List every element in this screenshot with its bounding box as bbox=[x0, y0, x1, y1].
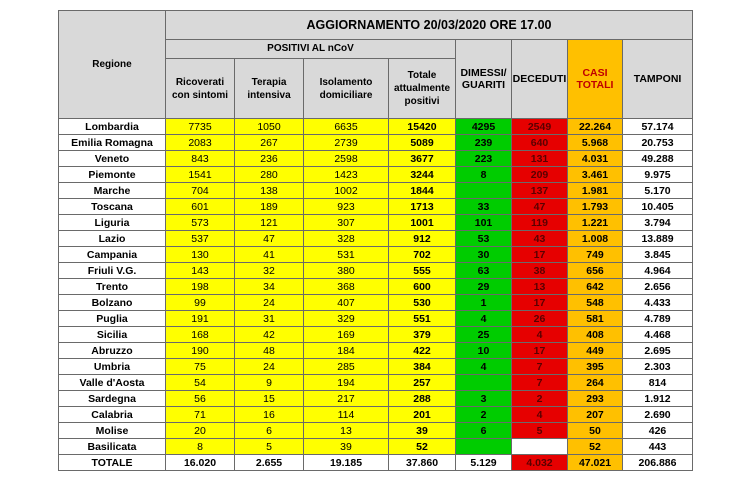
deceduti-cell: 5 bbox=[512, 423, 568, 439]
deceduti-cell: 17 bbox=[512, 247, 568, 263]
totale-cell: 5089 bbox=[389, 135, 456, 151]
regione-cell: Bolzano bbox=[59, 295, 166, 311]
totale-cell: 201 bbox=[389, 407, 456, 423]
casi-cell: 642 bbox=[568, 279, 623, 295]
table-row bbox=[59, 135, 693, 151]
total-row bbox=[59, 455, 693, 471]
terapia-cell: 6 bbox=[235, 423, 304, 439]
ricoverati-cell: 8 bbox=[166, 439, 235, 455]
terapia-cell: 24 bbox=[235, 295, 304, 311]
dimessi-cell: 3 bbox=[456, 391, 512, 407]
totale-dimessi: 5.129 bbox=[456, 455, 512, 471]
tamponi-cell: 5.170 bbox=[623, 183, 693, 199]
totale-deceduti: 4.032 bbox=[512, 455, 568, 471]
dimessi-cell: 8 bbox=[456, 167, 512, 183]
terapia-cell: 42 bbox=[235, 327, 304, 343]
table-body bbox=[59, 119, 693, 471]
dimessi-cell bbox=[456, 183, 512, 199]
totale-cell: 600 bbox=[389, 279, 456, 295]
isolamento-cell: 307 bbox=[304, 215, 389, 231]
table-row bbox=[59, 343, 693, 359]
regione-cell: Umbria bbox=[59, 359, 166, 375]
terapia-cell: 34 bbox=[235, 279, 304, 295]
casi-cell: 5.968 bbox=[568, 135, 623, 151]
deceduti-cell: 4 bbox=[512, 327, 568, 343]
deceduti-cell: 26 bbox=[512, 311, 568, 327]
tamponi-cell: 10.405 bbox=[623, 199, 693, 215]
totale-terapia: 2.655 bbox=[235, 455, 304, 471]
casi-cell: 1.008 bbox=[568, 231, 623, 247]
deceduti-cell: 17 bbox=[512, 343, 568, 359]
isolamento-cell: 923 bbox=[304, 199, 389, 215]
deceduti-cell: 640 bbox=[512, 135, 568, 151]
tamponi-cell: 426 bbox=[623, 423, 693, 439]
isolamento-cell: 531 bbox=[304, 247, 389, 263]
table-row bbox=[59, 375, 693, 391]
casi-cell: 656 bbox=[568, 263, 623, 279]
dimessi-cell: 29 bbox=[456, 279, 512, 295]
table-row bbox=[59, 215, 693, 231]
terapia-cell: 48 bbox=[235, 343, 304, 359]
header-casi: CASI TOTALI bbox=[568, 40, 623, 119]
table-row bbox=[59, 407, 693, 423]
header-isolamento: Isolamento domiciliare bbox=[304, 59, 389, 119]
ricoverati-cell: 99 bbox=[166, 295, 235, 311]
dimessi-cell: 2 bbox=[456, 407, 512, 423]
deceduti-cell: 119 bbox=[512, 215, 568, 231]
ricoverati-cell: 190 bbox=[166, 343, 235, 359]
terapia-cell: 31 bbox=[235, 311, 304, 327]
totale-cell: 530 bbox=[389, 295, 456, 311]
deceduti-cell: 7 bbox=[512, 375, 568, 391]
tamponi-cell: 4.964 bbox=[623, 263, 693, 279]
totale-cell: 379 bbox=[389, 327, 456, 343]
regione-cell: Lombardia bbox=[59, 119, 166, 135]
terapia-cell: 1050 bbox=[235, 119, 304, 135]
header-deceduti: DECEDUTI bbox=[512, 40, 568, 119]
regione-cell: Molise bbox=[59, 423, 166, 439]
regione-cell: Calabria bbox=[59, 407, 166, 423]
isolamento-cell: 285 bbox=[304, 359, 389, 375]
dimessi-cell: 4295 bbox=[456, 119, 512, 135]
tamponi-cell: 20.753 bbox=[623, 135, 693, 151]
header-terapia: Terapia intensiva bbox=[235, 59, 304, 119]
deceduti-cell: 2 bbox=[512, 391, 568, 407]
dimessi-cell: 1 bbox=[456, 295, 512, 311]
terapia-cell: 267 bbox=[235, 135, 304, 151]
tamponi-cell: 443 bbox=[623, 439, 693, 455]
header-tamponi: TAMPONI bbox=[623, 40, 693, 119]
dimessi-cell: 4 bbox=[456, 359, 512, 375]
totale-tamponi: 206.886 bbox=[623, 455, 693, 471]
isolamento-cell: 2598 bbox=[304, 151, 389, 167]
casi-cell: 1.981 bbox=[568, 183, 623, 199]
casi-cell: 749 bbox=[568, 247, 623, 263]
isolamento-cell: 39 bbox=[304, 439, 389, 455]
table-row bbox=[59, 391, 693, 407]
isolamento-cell: 329 bbox=[304, 311, 389, 327]
casi-cell: 449 bbox=[568, 343, 623, 359]
casi-cell: 3.461 bbox=[568, 167, 623, 183]
regione-cell: Basilicata bbox=[59, 439, 166, 455]
terapia-cell: 236 bbox=[235, 151, 304, 167]
casi-cell: 50 bbox=[568, 423, 623, 439]
terapia-cell: 16 bbox=[235, 407, 304, 423]
header-dimessi: DIMESSI/ GUARITI bbox=[456, 40, 512, 119]
totale-isolamento: 19.185 bbox=[304, 455, 389, 471]
ricoverati-cell: 130 bbox=[166, 247, 235, 263]
table-row bbox=[59, 231, 693, 247]
casi-cell: 293 bbox=[568, 391, 623, 407]
totale-cell: 551 bbox=[389, 311, 456, 327]
totale-cell: 422 bbox=[389, 343, 456, 359]
table-row bbox=[59, 183, 693, 199]
table-row bbox=[59, 327, 693, 343]
header-ricoverati: Ricoverati con sintomi bbox=[166, 59, 235, 119]
deceduti-cell: 2549 bbox=[512, 119, 568, 135]
tamponi-cell: 4.789 bbox=[623, 311, 693, 327]
table-title: AGGIORNAMENTO 20/03/2020 ORE 17.00 bbox=[166, 11, 693, 40]
isolamento-cell: 169 bbox=[304, 327, 389, 343]
isolamento-cell: 407 bbox=[304, 295, 389, 311]
regione-cell: Valle d'Aosta bbox=[59, 375, 166, 391]
covid-data-table bbox=[58, 10, 693, 471]
table-row bbox=[59, 199, 693, 215]
ricoverati-cell: 20 bbox=[166, 423, 235, 439]
ricoverati-cell: 56 bbox=[166, 391, 235, 407]
deceduti-cell: 43 bbox=[512, 231, 568, 247]
dimessi-cell: 33 bbox=[456, 199, 512, 215]
casi-cell: 581 bbox=[568, 311, 623, 327]
header-totale-positivi: Totale attualmente positivi bbox=[389, 59, 456, 119]
tamponi-cell: 57.174 bbox=[623, 119, 693, 135]
casi-cell: 548 bbox=[568, 295, 623, 311]
regione-cell: Trento bbox=[59, 279, 166, 295]
deceduti-cell bbox=[512, 439, 568, 455]
totale-cell: 555 bbox=[389, 263, 456, 279]
totale-label: TOTALE bbox=[59, 455, 166, 471]
terapia-cell: 9 bbox=[235, 375, 304, 391]
terapia-cell: 189 bbox=[235, 199, 304, 215]
header-positivi: POSITIVI AL nCoV bbox=[166, 40, 456, 59]
ricoverati-cell: 573 bbox=[166, 215, 235, 231]
casi-cell: 22.264 bbox=[568, 119, 623, 135]
totale-cell: 1713 bbox=[389, 199, 456, 215]
ricoverati-cell: 704 bbox=[166, 183, 235, 199]
deceduti-cell: 137 bbox=[512, 183, 568, 199]
table-row bbox=[59, 295, 693, 311]
tamponi-cell: 9.975 bbox=[623, 167, 693, 183]
totale-cell: 52 bbox=[389, 439, 456, 455]
dimessi-cell: 30 bbox=[456, 247, 512, 263]
casi-cell: 1.793 bbox=[568, 199, 623, 215]
isolamento-cell: 1002 bbox=[304, 183, 389, 199]
regione-cell: Toscana bbox=[59, 199, 166, 215]
totale-positivi: 37.860 bbox=[389, 455, 456, 471]
table-row bbox=[59, 151, 693, 167]
tamponi-cell: 1.912 bbox=[623, 391, 693, 407]
tamponi-cell: 2.656 bbox=[623, 279, 693, 295]
ricoverati-cell: 75 bbox=[166, 359, 235, 375]
table-row bbox=[59, 439, 693, 455]
deceduti-cell: 209 bbox=[512, 167, 568, 183]
totale-cell: 1844 bbox=[389, 183, 456, 199]
totale-cell: 3677 bbox=[389, 151, 456, 167]
ricoverati-cell: 191 bbox=[166, 311, 235, 327]
casi-cell: 207 bbox=[568, 407, 623, 423]
casi-cell: 395 bbox=[568, 359, 623, 375]
dimessi-cell: 101 bbox=[456, 215, 512, 231]
isolamento-cell: 217 bbox=[304, 391, 389, 407]
tamponi-cell: 2.695 bbox=[623, 343, 693, 359]
casi-cell: 264 bbox=[568, 375, 623, 391]
casi-cell: 1.221 bbox=[568, 215, 623, 231]
dimessi-cell: 223 bbox=[456, 151, 512, 167]
casi-cell: 4.031 bbox=[568, 151, 623, 167]
totale-cell: 15420 bbox=[389, 119, 456, 135]
regione-cell: Abruzzo bbox=[59, 343, 166, 359]
regione-cell: Sardegna bbox=[59, 391, 166, 407]
ricoverati-cell: 7735 bbox=[166, 119, 235, 135]
table-row bbox=[59, 263, 693, 279]
tamponi-cell: 3.845 bbox=[623, 247, 693, 263]
isolamento-cell: 328 bbox=[304, 231, 389, 247]
terapia-cell: 280 bbox=[235, 167, 304, 183]
ricoverati-cell: 601 bbox=[166, 199, 235, 215]
dimessi-cell: 10 bbox=[456, 343, 512, 359]
header-regione: Regione bbox=[59, 11, 166, 119]
regione-cell: Lazio bbox=[59, 231, 166, 247]
tamponi-cell: 4.433 bbox=[623, 295, 693, 311]
regione-cell: Campania bbox=[59, 247, 166, 263]
table-row bbox=[59, 119, 693, 135]
terapia-cell: 121 bbox=[235, 215, 304, 231]
totale-cell: 912 bbox=[389, 231, 456, 247]
totale-cell: 39 bbox=[389, 423, 456, 439]
tamponi-cell: 3.794 bbox=[623, 215, 693, 231]
terapia-cell: 24 bbox=[235, 359, 304, 375]
totale-cell: 3244 bbox=[389, 167, 456, 183]
ricoverati-cell: 143 bbox=[166, 263, 235, 279]
tamponi-cell: 4.468 bbox=[623, 327, 693, 343]
casi-cell: 52 bbox=[568, 439, 623, 455]
table-row bbox=[59, 311, 693, 327]
ricoverati-cell: 2083 bbox=[166, 135, 235, 151]
isolamento-cell: 13 bbox=[304, 423, 389, 439]
table-row bbox=[59, 359, 693, 375]
totale-casi: 47.021 bbox=[568, 455, 623, 471]
totale-cell: 1001 bbox=[389, 215, 456, 231]
dimessi-cell: 239 bbox=[456, 135, 512, 151]
totale-cell: 384 bbox=[389, 359, 456, 375]
isolamento-cell: 114 bbox=[304, 407, 389, 423]
deceduti-cell: 4 bbox=[512, 407, 568, 423]
isolamento-cell: 380 bbox=[304, 263, 389, 279]
terapia-cell: 41 bbox=[235, 247, 304, 263]
ricoverati-cell: 168 bbox=[166, 327, 235, 343]
deceduti-cell: 47 bbox=[512, 199, 568, 215]
dimessi-cell bbox=[456, 375, 512, 391]
regione-cell: Liguria bbox=[59, 215, 166, 231]
dimessi-cell bbox=[456, 439, 512, 455]
table-row bbox=[59, 247, 693, 263]
regione-cell: Sicilia bbox=[59, 327, 166, 343]
regione-cell: Piemonte bbox=[59, 167, 166, 183]
table-row bbox=[59, 423, 693, 439]
deceduti-cell: 17 bbox=[512, 295, 568, 311]
deceduti-cell: 13 bbox=[512, 279, 568, 295]
regione-cell: Puglia bbox=[59, 311, 166, 327]
terapia-cell: 138 bbox=[235, 183, 304, 199]
tamponi-cell: 13.889 bbox=[623, 231, 693, 247]
isolamento-cell: 6635 bbox=[304, 119, 389, 135]
tamponi-cell: 49.288 bbox=[623, 151, 693, 167]
deceduti-cell: 38 bbox=[512, 263, 568, 279]
dimessi-cell: 25 bbox=[456, 327, 512, 343]
tamponi-cell: 2.303 bbox=[623, 359, 693, 375]
isolamento-cell: 368 bbox=[304, 279, 389, 295]
ricoverati-cell: 1541 bbox=[166, 167, 235, 183]
isolamento-cell: 1423 bbox=[304, 167, 389, 183]
totale-cell: 288 bbox=[389, 391, 456, 407]
regione-cell: Marche bbox=[59, 183, 166, 199]
table-row bbox=[59, 167, 693, 183]
terapia-cell: 47 bbox=[235, 231, 304, 247]
terapia-cell: 5 bbox=[235, 439, 304, 455]
deceduti-cell: 7 bbox=[512, 359, 568, 375]
totale-cell: 702 bbox=[389, 247, 456, 263]
ricoverati-cell: 537 bbox=[166, 231, 235, 247]
deceduti-cell: 131 bbox=[512, 151, 568, 167]
ricoverati-cell: 843 bbox=[166, 151, 235, 167]
isolamento-cell: 2739 bbox=[304, 135, 389, 151]
totale-ricoverati: 16.020 bbox=[166, 455, 235, 471]
ricoverati-cell: 71 bbox=[166, 407, 235, 423]
dimessi-cell: 6 bbox=[456, 423, 512, 439]
regione-cell: Friuli V.G. bbox=[59, 263, 166, 279]
totale-cell: 257 bbox=[389, 375, 456, 391]
casi-cell: 408 bbox=[568, 327, 623, 343]
terapia-cell: 32 bbox=[235, 263, 304, 279]
terapia-cell: 15 bbox=[235, 391, 304, 407]
regione-cell: Emilia Romagna bbox=[59, 135, 166, 151]
tamponi-cell: 2.690 bbox=[623, 407, 693, 423]
dimessi-cell: 53 bbox=[456, 231, 512, 247]
isolamento-cell: 194 bbox=[304, 375, 389, 391]
dimessi-cell: 4 bbox=[456, 311, 512, 327]
table-row bbox=[59, 279, 693, 295]
ricoverati-cell: 198 bbox=[166, 279, 235, 295]
dimessi-cell: 63 bbox=[456, 263, 512, 279]
tamponi-cell: 814 bbox=[623, 375, 693, 391]
regione-cell: Veneto bbox=[59, 151, 166, 167]
ricoverati-cell: 54 bbox=[166, 375, 235, 391]
isolamento-cell: 184 bbox=[304, 343, 389, 359]
